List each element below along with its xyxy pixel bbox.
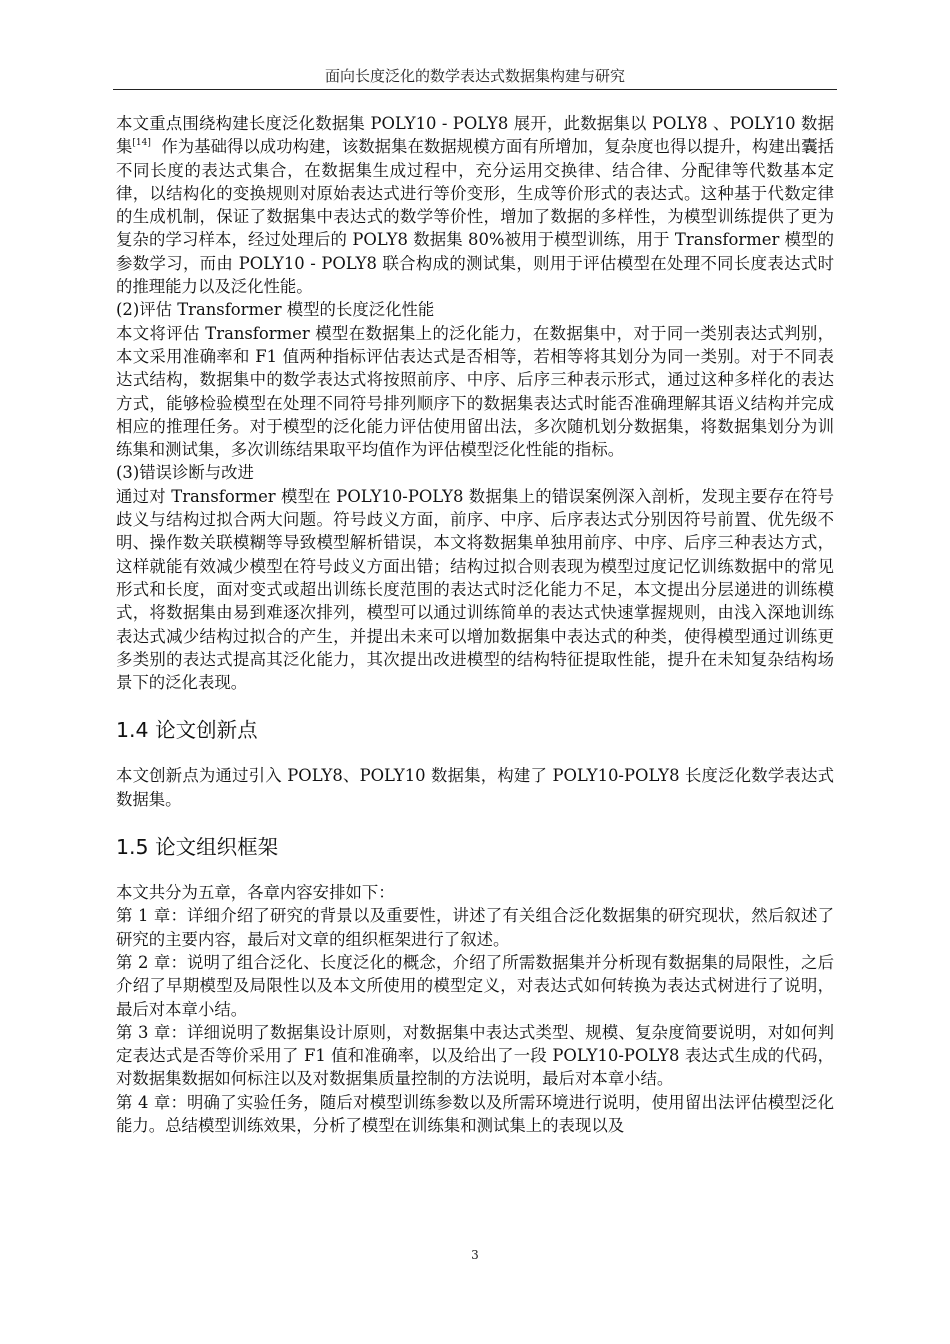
paragraph-text: 本文重点围绕构建长度泛化数据集 POLY10 - POLY8 展开，此数据集以 POLY8 、POLY10 数据集 (116, 114, 834, 157)
chapter-3-summary: 第 3 章：详细说明了数据集设计原则，对数据集中表达式类型、规模、复杂度简要说明，对如何判定表达式是否等价采用了 F1 值和准确率，以及给出了一段 POLY10-POLY8 表达式生成的代码，对数据集数据如何标注以及对数据集质量控制的方法说明，最后对本章小结。 (116, 1022, 834, 1089)
chapter-1-summary: 第 1 章：详细介绍了研究的背景以及重要性，讲述了有关组合泛化数据集的研究现状，然后叙述了研究的主要内容，最后对文章的组织框架进行了叙述。 (116, 906, 834, 949)
body-text (116, 112, 834, 1137)
header-rule (113, 89, 837, 90)
chapter-2-summary: 第 2 章：说明了组合泛化、长度泛化的概念，介绍了所需数据集并分析现有数据集的局限性，之后介绍了早期模型及局限性以及本文所使用的模型定义，对表达式如何转换为表达式树进行了说明，最后对本章小结。 (116, 952, 834, 1019)
section-heading-organization: 1.5 论文组织框架 (116, 835, 279, 860)
paragraph-organization-intro: 本文共分为五章，各章内容安排如下： (116, 883, 395, 903)
chapter-4-summary: 第 4 章：明确了实验任务，随后对模型训练参数以及所需环境进行说明，使用留出法评估模型泛化能力。总结模型训练效果，分析了模型在训练集和测试集上的表现以及 (116, 1092, 834, 1135)
paragraph-dataset-construction (116, 112, 834, 298)
page-number: 3 (471, 1248, 479, 1262)
paragraph-text: 作为基础得以成功构建，该数据集在数据规模方面有所增加，复杂度也得以提升，构建出囊括不同长度的表达式集合，在数据集生成过程中，充分运用交换律、结合律、分配律等代数基本定律，以结构化的变换规则对原始表达式进行等价变形，生成等价形式的表达式。这种基于代数定律的生成机制，保证了数据集中表达式的数学等价性，增加了数据的多样性，为模型训练提供了更为复杂的学习样本，经过处理后的 POLY8 数据集 80%被用于模型训练，用于 Transformer 模型的参数学习，而由 POLY10 - POLY8 联合构成的测试集，则用于评估模型在处理不同长度表达式时的推理能力以及泛化性能。 (116, 137, 835, 297)
running-header: 面向长度泛化的数学表达式数据集构建与研究 (324, 67, 625, 85)
citation-ref: [14] (132, 138, 151, 149)
section-heading-innovation: 1.4 论文创新点 (116, 718, 258, 743)
subheading-error-diagnosis: (3)错误诊断与改进 (116, 463, 254, 483)
paragraph-evaluation: 本文将评估 Transformer 模型在数据集上的泛化能力，在数据集中，对于同一类别表达式判别，本文采用准确率和 F1 值两种指标评估表达式是否相等，若相等将其划分为同一类别。对于不同表达式结构，数据集中的数学表达式将按照前序、中序、后序三种表示形式，通过这种多样化的表达方式，能够检验模型在处理不同符号排列顺序下的数据集表达式时能否准确理解其语义结构并完成相应的推理任务。对于模型的泛化能力评估使用留出法，多次随机划分数据集，将数据集划分为训练集和测试集，多次训练结果取平均值作为评估模型泛化性能的指标。 (116, 323, 834, 460)
paragraph-innovation: 本文创新点为通过引入 POLY8、POLY10 数据集，构建了 POLY10-POLY8 长度泛化数学表达式数据集。 (116, 766, 834, 809)
subheading-evaluate-generalization: (2)评估 Transformer 模型的长度泛化性能 (116, 300, 435, 320)
paragraph-error-diagnosis: 通过对 Transformer 模型在 POLY10-POLY8 数据集上的错误案例深入剖析，发现主要存在符号歧义与结构过拟合两大问题。符号歧义方面，前序、中序、后序表达式分别因符号前置、优先级不明、操作数关联模糊等导致模型解析错误，本文将数据集单独用前序、中序、后序三种表达方式，这样就能有效减少模型在符号歧义方面出错；结构过拟合则表现为模型过度记忆训练数据中的常见形式和长度，面对变式或超出训练长度范围的表达式时泛化能力不足，本文提出分层递进的训练模式，将数据集由易到难逐次排列，模型可以通过训练简单的表达式快速掌握规则，由浅入深地训练表达式减少结构过拟合的产生，并提出未来可以增加数据集中表达式的种类，使得模型通过训练更多类别的表达式提高其泛化能力，其次提出改进模型的结构特征提取性能，提升在未知复杂结构场景下的泛化表现。 (116, 486, 834, 693)
